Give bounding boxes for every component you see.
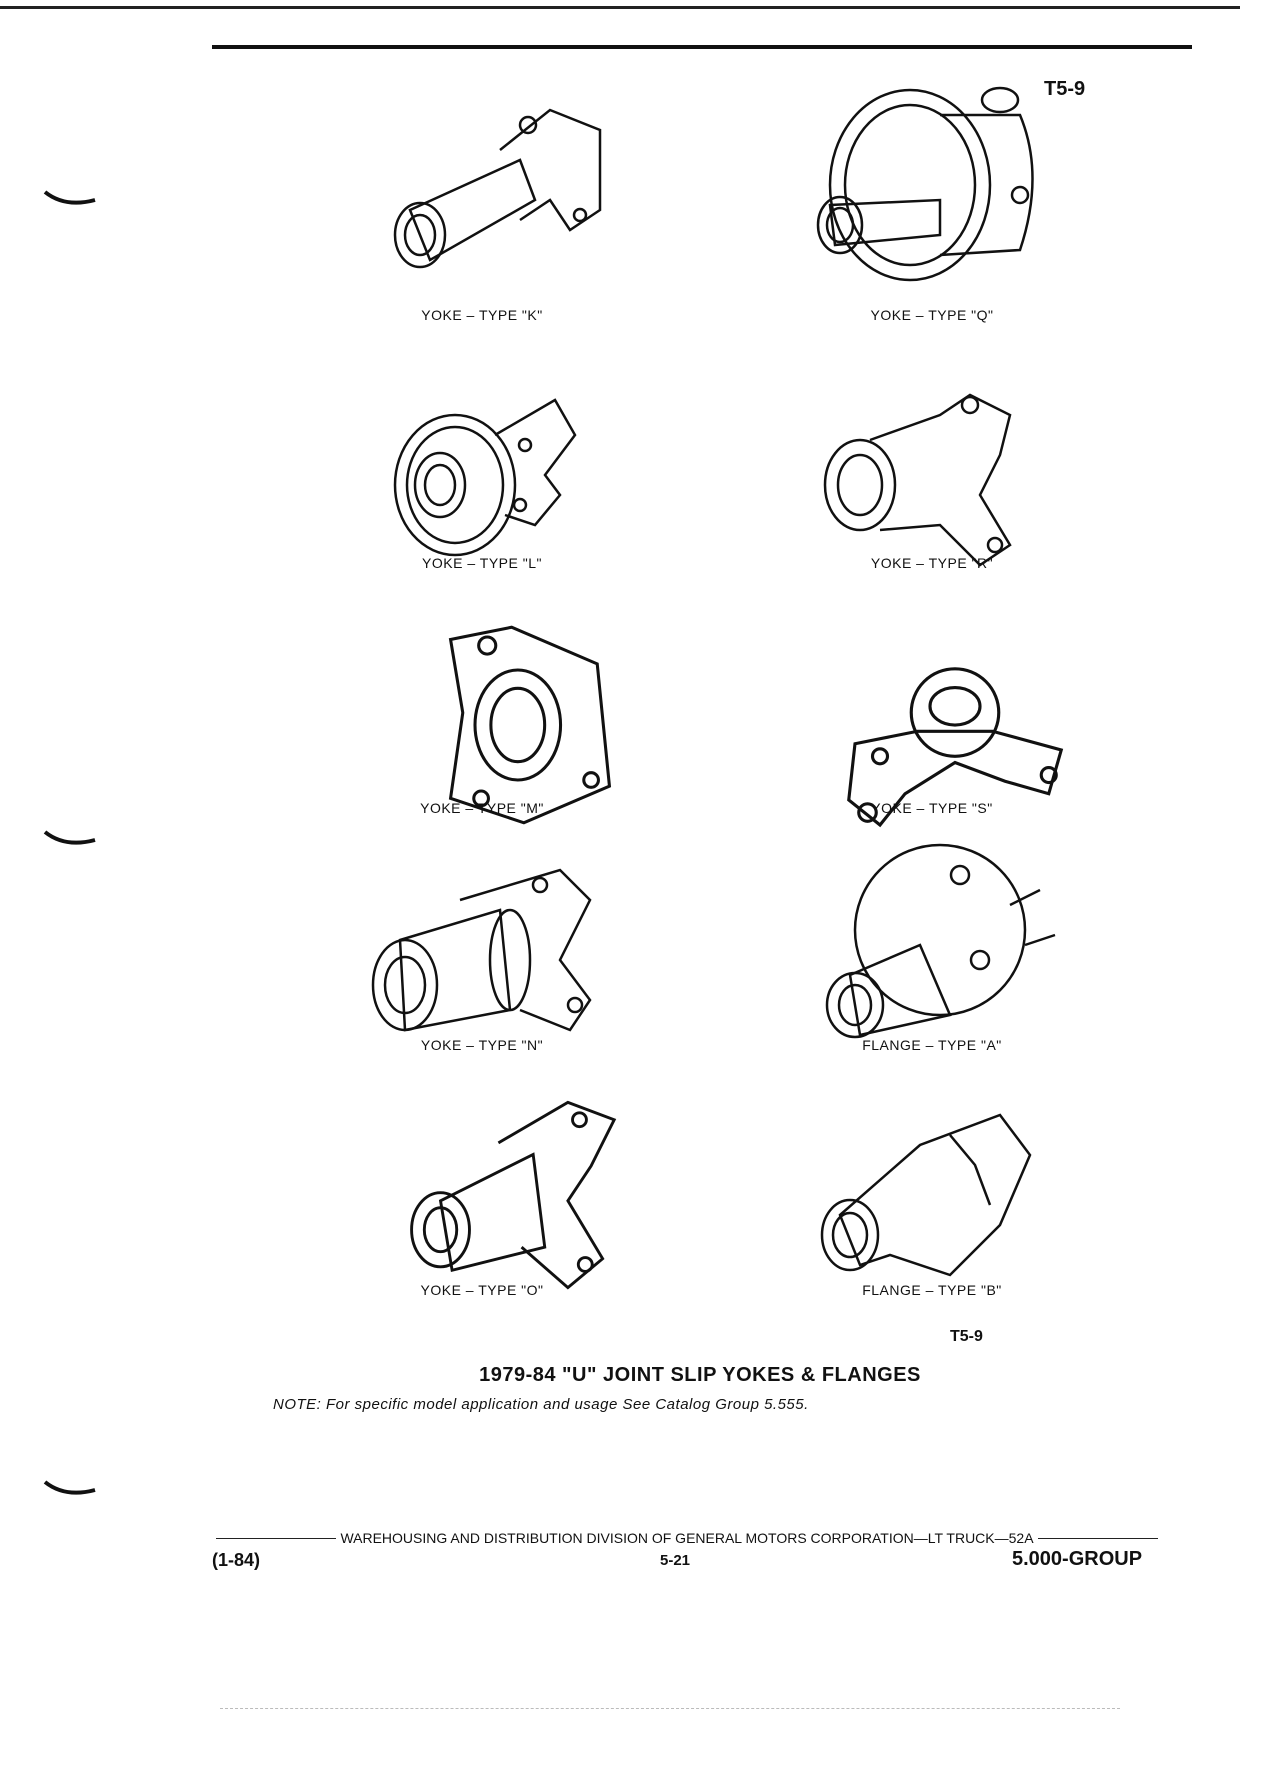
figure-caption: FLANGE – TYPE "A" [862, 1037, 1002, 1053]
catalog-tag-bottom: T5-9 [950, 1328, 983, 1345]
top-edge-rule [0, 6, 1240, 9]
binder-hole-mark [40, 1470, 100, 1510]
footer-date: (1-84) [212, 1550, 261, 1570]
figure-caption: YOKE – TYPE "Q" [870, 307, 994, 323]
page-title: 1979-84 "U" JOINT SLIP YOKES & FLANGES [479, 1364, 921, 1386]
footer-rule [1038, 1538, 1158, 1539]
binder-hole-mark [40, 180, 100, 220]
figure-caption: YOKE – TYPE "R" [870, 555, 994, 571]
figure-caption: YOKE – TYPE "N" [420, 1037, 544, 1053]
figure-caption: YOKE – TYPE "L" [422, 555, 542, 571]
footer-rule [216, 1538, 336, 1539]
figure-caption: YOKE – TYPE "M" [420, 800, 544, 816]
yoke-type-q-illustration [810, 85, 1060, 305]
flange-type-b-illustration [800, 1090, 1050, 1310]
catalog-group: 5.000-GROUP [1012, 1548, 1143, 1570]
page-number: 5-21 [660, 1552, 691, 1569]
flange-type-a-illustration [810, 830, 1060, 1050]
figure-caption: FLANGE – TYPE "B" [862, 1282, 1002, 1298]
figure-caption: YOKE – TYPE "O" [420, 1282, 544, 1298]
scan-artifact [220, 1708, 1120, 1710]
catalog-tag-top: T5-9 [1044, 78, 1086, 100]
yoke-type-l-illustration [385, 365, 635, 585]
catalog-note: NOTE: For specific model application and usage See Catalog Group 5.555. [273, 1396, 809, 1413]
figure-caption: YOKE – TYPE "K" [421, 307, 543, 323]
figure-caption: YOKE – TYPE "S" [871, 800, 993, 816]
header-rule [212, 45, 1192, 49]
footer-division: WAREHOUSING AND DISTRIBUTION DIVISION OF GENERAL MOTORS CORPORATION—LT TRUCK—52A [340, 1530, 1034, 1546]
yoke-type-k-illustration [370, 90, 620, 310]
yoke-type-s-illustration [830, 640, 1080, 860]
yoke-type-r-illustration [810, 360, 1060, 580]
yoke-type-o-illustration [385, 1085, 635, 1305]
footer-division-line [212, 1530, 1162, 1546]
binder-hole-mark [40, 820, 100, 860]
